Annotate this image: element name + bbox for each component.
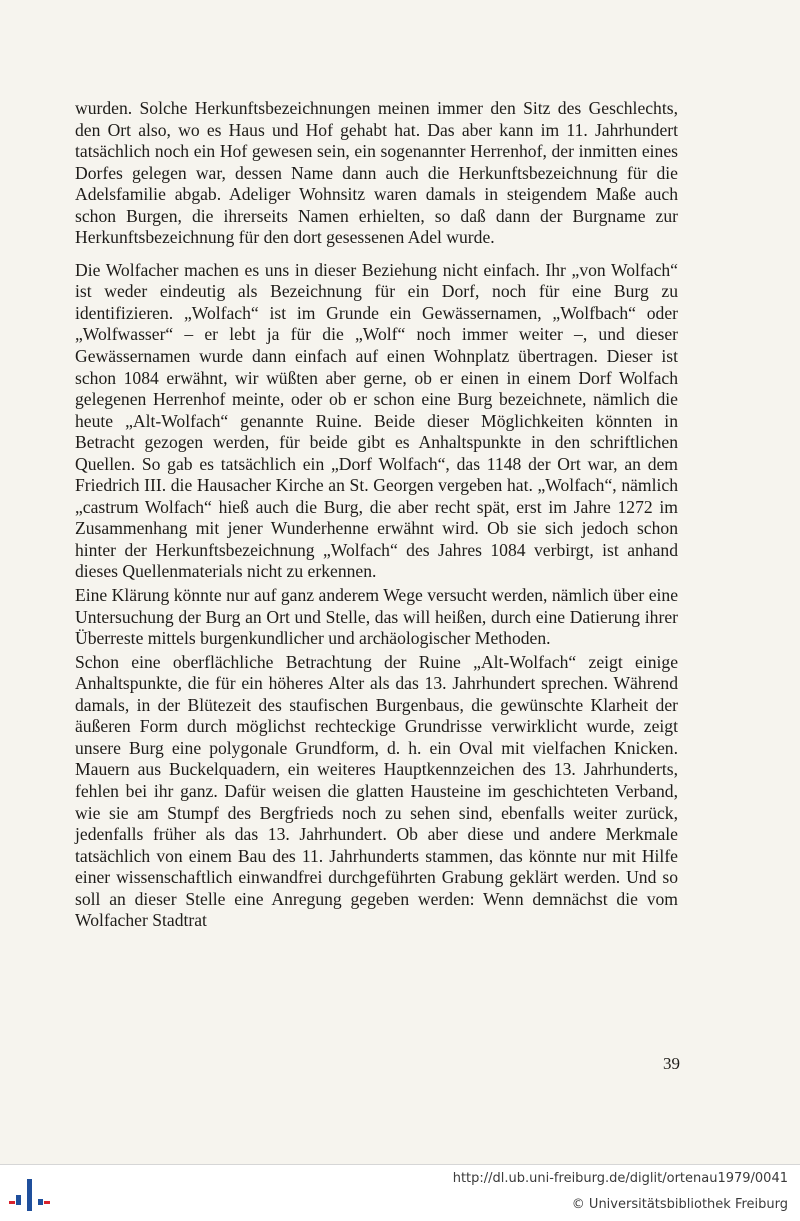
logo-left-dash	[9, 1201, 15, 1204]
paragraph-4: Schon eine oberflächliche Betrachtung der Ruine „Alt-Wolfach“ zeigt einige Anhaltspunkte, die für ein höheres Alter als das 13. Jahrhundert sprechen. Während damals, in der Blütezeit des staufischen Burgenbaus, die gewünschte Klarheit der äußeren Form durch möglichst rechteckige Grundrisse verwirklicht wurde, zeigt unsere Burg eine polygonale Grundform, d. h. ein Oval mit vielfachen Knicken. Mauern aus Buckelquadern, ein weiteres Hauptkennzeichen des 13. Jahrhunderts, fehlen bei ihr ganz. Dafür weisen die glatten Hausteine im geschichteten Verband, wie sie am Stumpf des Bergfrieds noch zu sehen sind, ebenfalls weiter zurück, jedenfalls früher als das 13. Jahrhundert. Ob aber diese und andere Merkmale tatsächlich von einem Bau des 11. Jahrhunderts stammen, das könnte nur mit Hilfe einer wissenschaftlich einwandfrei durchgeführten Grabung geklärt werden. Und so soll an dieser Stelle eine Anregung gegeben werden: Wenn demnächst die vom Wolfacher Stadtrat	[75, 651, 678, 931]
logo-left-bar	[16, 1195, 21, 1205]
paragraph-2: Die Wolfacher machen es uns in dieser Beziehung nicht einfach. Ihr „von Wolfach“ ist weder eindeutig als Bezeichnung für ein Dorf, noch für eine Burg zu identifizieren. „Wolfach“ ist im Grunde ein Gewässernamen, „Wolfbach“ oder „Wolfwasser“ – er lebt ja für die „Wolf“ noch immer weiter –, und dieser Gewässernamen wurde dann einfach auf einen Wohnplatz übertragen. Dieser ist schon 1084 erwähnt, wir wüßten aber gerne, ob er einen in einem Dorf Wolfach gelegenen Herrenhof meinte, oder ob er schon eine Burg bezeichnete, nämlich die heute „Alt-Wolfach“ genannte Ruine. Beide dieser Möglichkeiten könnten in Betracht gezogen werden, für beide gibt es Anhaltspunkte in den schriftlichen Quellen. So gab es tatsächlich ein „Dorf Wolfach“, das 1148 der Ort war, an dem Friedrich III. die Hausacher Kirche an St. Georgen vergeben hat. „Wolfach“, nämlich „castrum Wolfach“ hieß auch die Burg, die aber recht spät, erst im Jahre 1272 im Zusammenhang mit jener Wunderhenne erwähnt wird. Ob sie sich jedoch schon hinter der Herkunftsbezeichnung „Wolfach“ des Jahres 1084 verbirgt, ist anhand dieses Quellenmaterials nicht zu erkennen.	[75, 259, 678, 582]
ub-freiburg-logo-graphic	[8, 1173, 52, 1215]
page-number: 39	[663, 1054, 680, 1073]
copyright-notice: © Universitätsbibliothek Freiburg	[571, 1197, 788, 1212]
body-text	[75, 98, 678, 932]
ub-freiburg-logo-icon[interactable]	[8, 1173, 52, 1215]
source-url-link[interactable]: http://dl.ub.uni-freiburg.de/diglit/ortenau1979/0041	[452, 1171, 788, 1186]
paragraph-1: wurden. Solche Herkunftsbezeichnungen meinen immer den Sitz des Geschlechts, den Ort also, wo es Haus und Hof gehabt hat. Das aber kann im 11. Jahrhundert tatsächlich noch ein Hof gewesen sein, ein sogenannter Herrenhof, der inmitten eines Dorfes gelegen war, dessen Name dann auch die Herkunftsbezeichnung für die Adelsfamilie abgab. Adeliger Wohnsitz waren damals in steigendem Maße auch schon Burgen, die ihrerseits Namen erhielten, so daß dann der Burgname zur Herkunftsbezeichnung für den dort gesessenen Adel wurde.	[75, 98, 678, 248]
logo-middle-bar	[27, 1179, 32, 1211]
logo-right-dash	[44, 1201, 50, 1204]
paragraph-3: Eine Klärung könnte nur auf ganz anderem Wege versucht werden, nämlich über eine Untersuchung der Burg an Ort und Stelle, das will heißen, durch eine Datierung ihrer Überreste mittels burgenkundlicher und archäologischer Methoden.	[75, 585, 678, 649]
footer-bar	[0, 1164, 800, 1221]
logo-right-bar	[38, 1199, 43, 1205]
